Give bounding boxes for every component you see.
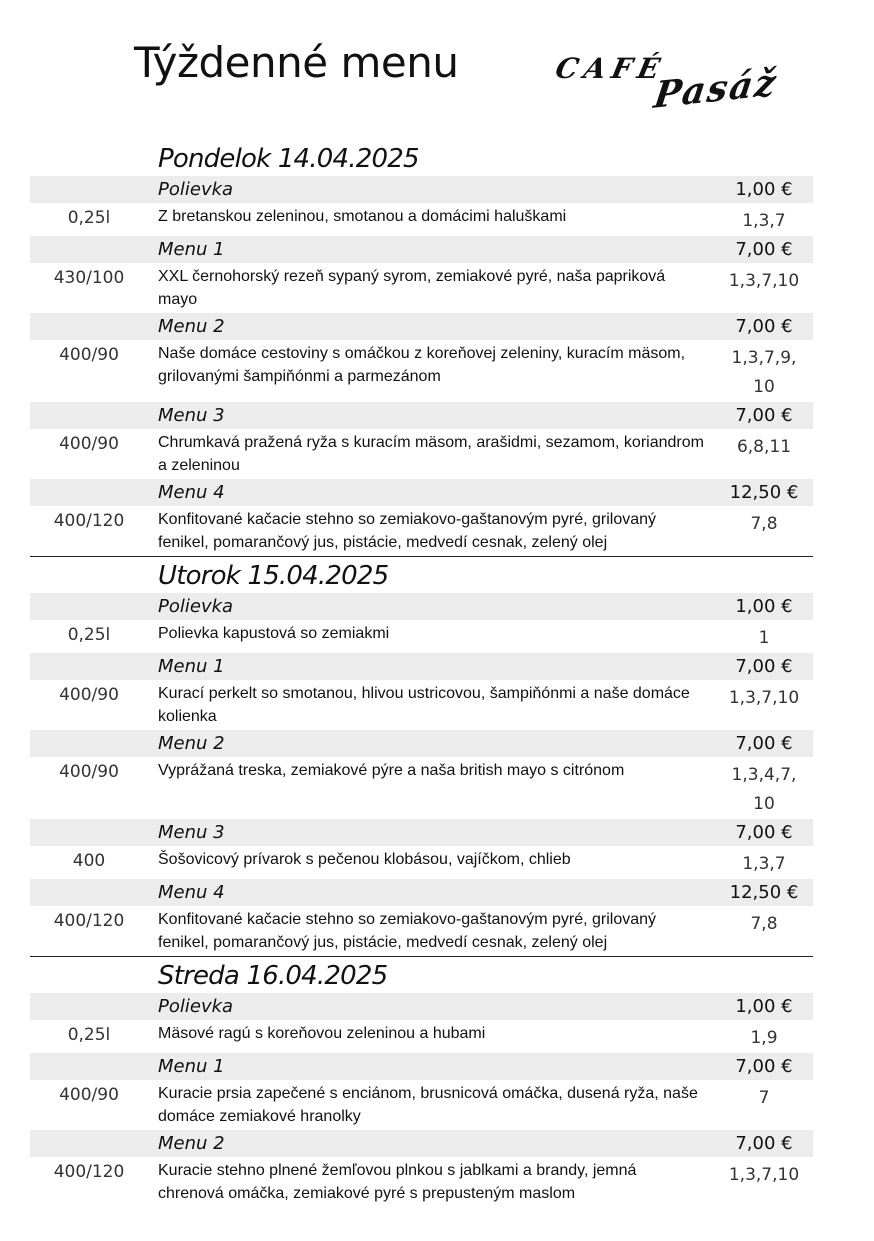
dish-description: Kuracie stehno plnené žemľovou plnkou s jablkami a brandy, jemná chrenová omáčka, zemiakové pyré s prepusteným maslom	[158, 1162, 637, 1202]
portion-size: 400/120	[53, 911, 125, 931]
menu-item-price: 7,00 €	[735, 405, 793, 426]
dish-description: Vyprážaná treska, zemiakové pýre a naša british mayo s citrónom	[158, 762, 625, 779]
portion-size: 400/90	[59, 762, 119, 782]
allergens	[720, 267, 808, 296]
menu-item-header	[30, 879, 813, 906]
menu-item-header	[30, 593, 813, 620]
menu-item-row	[30, 757, 813, 819]
portion-size: 430/100	[53, 268, 125, 288]
menu-item-label: Menu 2	[158, 1133, 225, 1154]
day-section	[30, 140, 813, 557]
dish-description: Naše domáce cestoviny s omáčkou z koreňovej zeleniny, kuracím mäsom, grilovanými šampiňónmi a parmezánom	[158, 345, 686, 385]
dish-description: Mäsové ragú s koreňovou zeleninou a hubami	[158, 1025, 486, 1042]
allergens	[720, 910, 808, 939]
portion-size: 400/90	[59, 685, 119, 705]
logo-line-1: CAFÉ	[552, 52, 669, 85]
menu-item-label: Menu 2	[158, 733, 225, 754]
allergen-line: 1,3,4,7,	[731, 765, 797, 785]
menu-item-label: Menu 2	[158, 316, 225, 337]
menu-item-row	[30, 429, 813, 479]
menu-item-label: Polievka	[158, 179, 234, 200]
menu-item-row	[30, 846, 813, 879]
portion-size: 400/90	[59, 345, 119, 365]
menu-item-price: 7,00 €	[735, 1133, 793, 1154]
dish-description: XXL černohorský rezeň sypaný syrom, zemiakové pyré, naša papriková mayo	[158, 268, 666, 308]
menu-item-label: Menu 1	[158, 1056, 225, 1077]
allergens	[720, 684, 808, 713]
allergens	[720, 510, 808, 539]
weekly-menu	[30, 140, 813, 1207]
allergen-line: 1,9	[750, 1028, 778, 1048]
allergen-line: 7	[758, 1088, 770, 1108]
menu-item-label: Polievka	[158, 596, 234, 617]
menu-item-price: 7,00 €	[735, 239, 793, 260]
portion-size: 0,25l	[67, 625, 111, 645]
menu-item-row	[30, 1020, 813, 1053]
allergens	[720, 624, 808, 653]
menu-item-label: Menu 4	[158, 882, 225, 903]
portion-size: 0,25l	[67, 208, 111, 228]
menu-item-row	[30, 506, 813, 556]
menu-item-header	[30, 993, 813, 1020]
dish-description: Kurací perkelt so smotanou, hlivou ustricovou, šampiňónmi a naše domáce kolienka	[158, 685, 690, 725]
portion-size: 400/120	[53, 511, 125, 531]
allergen-line: 10	[753, 794, 775, 814]
menu-item-header	[30, 402, 813, 429]
allergens	[720, 433, 808, 462]
allergens	[720, 344, 808, 402]
menu-item-row	[30, 340, 813, 402]
menu-item-label: Menu 4	[158, 482, 225, 503]
dish-description: Konfitované kačacie stehno so zemiakovo-gaštanovým pyré, grilovaný fenikel, pomarančový jus, pistácie, medvedí cesnak, zelený olej	[158, 911, 657, 951]
allergen-line: 1	[758, 628, 770, 648]
portion-size: 0,25l	[67, 1025, 111, 1045]
menu-item-label: Menu 1	[158, 239, 225, 260]
allergen-line: 1,3,7,10	[728, 1165, 800, 1185]
menu-item-header	[30, 176, 813, 203]
allergens	[720, 207, 808, 236]
menu-item-header	[30, 313, 813, 340]
menu-item-row	[30, 620, 813, 653]
allergen-line: 1,3,7	[742, 854, 786, 874]
allergen-line: 7,8	[750, 914, 778, 934]
day-title: Pondelok 14.04.2025	[158, 144, 419, 174]
menu-item-row	[30, 203, 813, 236]
dish-description: Polievka kapustová so zemiakmi	[158, 625, 390, 642]
allergen-line: 1,3,7,10	[728, 271, 800, 291]
menu-item-label: Menu 1	[158, 656, 225, 677]
menu-item-label: Menu 3	[158, 405, 225, 426]
portion-size: 400	[72, 851, 106, 871]
menu-item-header	[30, 236, 813, 263]
allergen-line: 1,3,7	[742, 211, 786, 231]
allergens	[720, 1084, 808, 1113]
allergen-line: 1,3,7,9,	[731, 348, 797, 368]
dish-description: Chrumkavá pražená ryža s kuracím mäsom, arašidmi, sezamom, koriandrom a zeleninou	[158, 434, 704, 474]
dish-description: Konfitované kačacie stehno so zemiakovo-gaštanovým pyré, grilovaný fenikel, pomarančový jus, pistácie, medvedí cesnak, zelený olej	[158, 511, 657, 551]
allergens	[720, 850, 808, 879]
menu-item-label: Polievka	[158, 996, 234, 1017]
menu-item-label: Menu 3	[158, 822, 225, 843]
day-title: Utorok 15.04.2025	[158, 561, 389, 591]
menu-item-price: 1,00 €	[735, 179, 793, 200]
menu-item-header	[30, 653, 813, 680]
menu-item-header	[30, 730, 813, 757]
menu-item-row	[30, 680, 813, 730]
allergen-line: 1,3,7,10	[728, 688, 800, 708]
allergen-line: 7,8	[750, 514, 778, 534]
allergen-line: 6,8,11	[736, 437, 792, 457]
menu-item-row	[30, 1157, 813, 1207]
allergens	[720, 761, 808, 819]
menu-item-price: 7,00 €	[735, 733, 793, 754]
portion-size: 400/120	[53, 1162, 125, 1182]
logo-line-2: Pasáž	[651, 61, 781, 117]
menu-item-price: 7,00 €	[735, 316, 793, 337]
allergens	[720, 1161, 808, 1190]
day-section	[30, 557, 813, 957]
menu-item-price: 7,00 €	[735, 1056, 793, 1077]
day-title: Streda 16.04.2025	[158, 961, 388, 991]
menu-item-price: 7,00 €	[735, 822, 793, 843]
portion-size: 400/90	[59, 434, 119, 454]
menu-item-row	[30, 906, 813, 956]
menu-item-row	[30, 263, 813, 313]
allergens	[720, 1024, 808, 1053]
menu-item-header	[30, 1053, 813, 1080]
menu-item-price: 7,00 €	[735, 656, 793, 677]
cafe-logo	[552, 38, 786, 118]
menu-item-row	[30, 1080, 813, 1130]
dish-description: Kuracie prsia zapečené s enciánom, brusnicová omáčka, dusená ryža, naše domáce zemiakové hranolky	[158, 1085, 698, 1125]
day-section	[30, 957, 813, 1207]
menu-item-price: 1,00 €	[735, 996, 793, 1017]
menu-item-price: 12,50 €	[729, 882, 799, 903]
menu-item-header	[30, 1130, 813, 1157]
menu-item-header	[30, 819, 813, 846]
menu-item-header	[30, 479, 813, 506]
allergen-line: 10	[753, 377, 775, 397]
dish-description: Šošovicový prívarok s pečenou klobásou, vajíčkom, chlieb	[158, 851, 571, 868]
menu-item-price: 12,50 €	[729, 482, 799, 503]
portion-size: 400/90	[59, 1085, 119, 1105]
dish-description: Z bretanskou zeleninou, smotanou a domácimi haluškami	[158, 208, 567, 225]
menu-item-price: 1,00 €	[735, 596, 793, 617]
page-title: Týždenné menu	[134, 38, 459, 87]
